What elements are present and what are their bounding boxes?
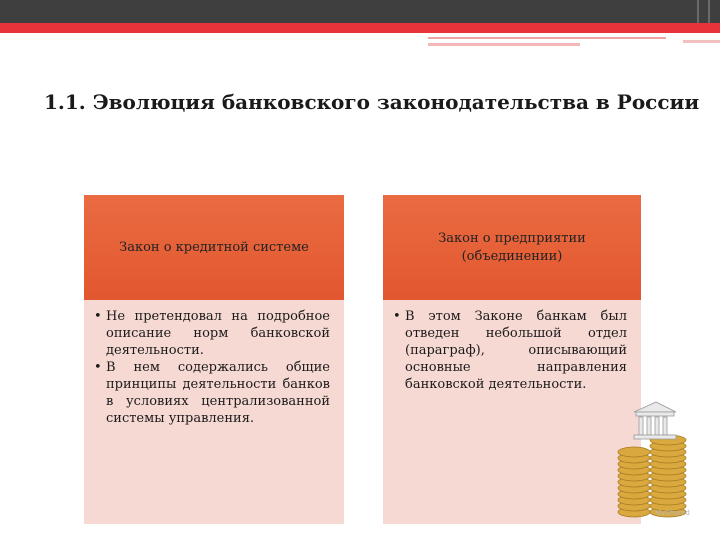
- right-column-header: [383, 195, 641, 300]
- right-bullet-list: [393, 308, 627, 393]
- bullet-item: • В этом Законе банкам был отведен небольшой отдел (параграф), описывающий основные направления банковской деятельности.: [393, 308, 627, 393]
- bullet-item: • Не претендовал на подробное описание норм банковской деятельности.: [94, 308, 330, 359]
- top-red-stripe: [0, 23, 720, 33]
- right-column-header-text: Закон о предприятии (объединении): [438, 230, 586, 264]
- watermark-text: MyShared: [655, 509, 690, 517]
- accent-line: [428, 43, 580, 46]
- slide-title: 1.1. Эволюция банковского законодательства в России: [44, 90, 700, 114]
- left-bullet-list: [94, 308, 330, 427]
- left-column-body: [84, 300, 344, 524]
- accent-line: [428, 37, 666, 39]
- bank-building-on-coins-icon: [612, 400, 692, 522]
- left-column-header-text: Закон о кредитной системе: [119, 239, 309, 255]
- top-dark-bar: [0, 0, 720, 23]
- left-column-header: [84, 195, 344, 300]
- accent-line: [683, 40, 720, 43]
- top-bar-divider: [708, 0, 710, 23]
- bullet-item: • В нем содержались общие принципы деятельности банков в условиях централизованной системы управления.: [94, 359, 330, 427]
- top-bar-divider: [697, 0, 699, 23]
- right-column-body: [383, 300, 641, 524]
